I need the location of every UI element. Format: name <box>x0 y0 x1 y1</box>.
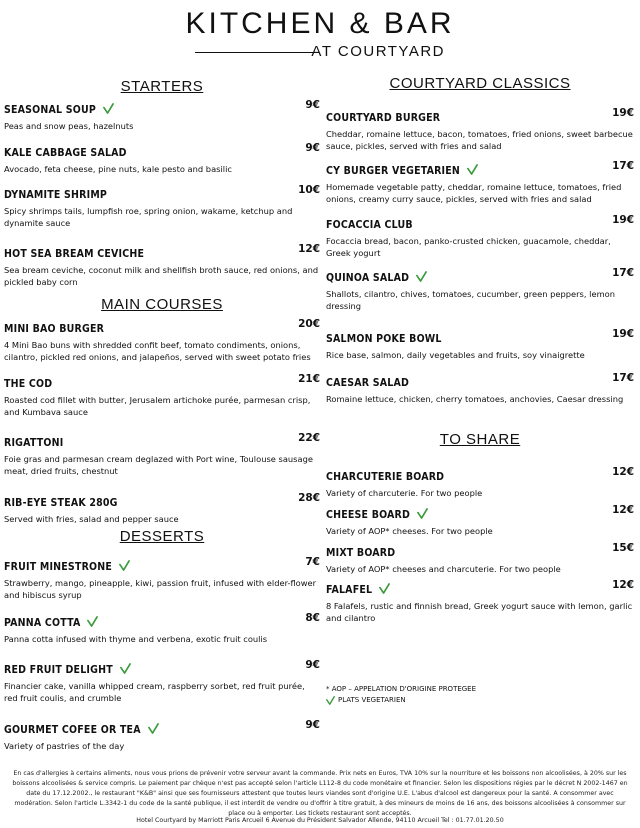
menu-item-price: 12€ <box>612 466 634 478</box>
menu-item <box>326 106 634 152</box>
menu-header <box>0 6 640 62</box>
menu-item-description: Variety of AOP* cheeses and charcuterie. For two people <box>326 564 561 574</box>
allergy-disclaimer: En cas d'allergies à certains aliments, nous vous prions de prévenir votre serveur avant la commande. Prix nets en Euros, TVA 10% sur la nourriture et les boissons non alcoolisées, à 20% sur les boissons alcoolisées & service compris. Le paiement par chèque n'est pas accepté selon l'article L112-8 du code monétaire et financier. Selon les dispositions régies par le décret N 2002-1467 en date du 17.12.2002., le restaurant "K&B" ainsi que ses fournisseurs attestent que toutes leurs viandes sont d'origine U.E. L'abus d'alcool est dangereux pour la santé. A consommer avec modération. Selon l'article L.3342-1 du code de la santé publique, il est interdit de vendre ou d'offrir à titre gratuit, à des mineurs de moins de 16 ans, des boissons alcoolisées à consommer sur place ou à emporter. Les tickets restaurant sont acceptés. <box>12 770 628 817</box>
menu-item <box>4 242 320 288</box>
menu-item-name: DYNAMITE SHRIMP <box>4 189 108 201</box>
menu-item-name: GOURMET COFEE OR TEA <box>4 724 141 736</box>
menu-item <box>326 266 634 312</box>
menu-item-description: Strawberry, mango, pineapple, kiwi, passion fruit, infused with elder-flower and hibiscus syrup <box>4 578 317 600</box>
menu-item <box>4 372 320 418</box>
legend-veg-text: PLATS VEGETARIEN <box>338 696 406 704</box>
menu-item <box>326 578 634 624</box>
menu-item-description: Financier cake, vanilla whipped cream, raspberry sorbet, red fruit purée, red fruit coulis, and crumble <box>4 681 305 703</box>
menu-item-price: 22€ <box>298 432 320 444</box>
menu-item-name: RIB-EYE STEAK 280G <box>4 497 118 509</box>
menu-item-price: 19€ <box>612 107 634 119</box>
vegetarian-leaf-icon <box>467 164 478 175</box>
menu-item <box>4 98 320 132</box>
menu-item <box>4 491 320 525</box>
menu-item-price: 28€ <box>298 492 320 504</box>
section-title-starters: STARTERS <box>120 78 204 95</box>
vegetarian-leaf-icon <box>119 560 130 571</box>
vegetarian-leaf-icon <box>148 723 159 734</box>
menu-item-description: Variety of AOP* cheeses. For two people <box>326 526 493 536</box>
menu-item-price: 17€ <box>612 160 634 172</box>
menu-item-price: 21€ <box>298 373 320 385</box>
section-title-courtyard-classics: COURTYARD CLASSICS <box>389 75 571 92</box>
vegetarian-leaf-icon <box>416 271 427 282</box>
menu-item-name: RED FRUIT DELIGHT <box>4 664 113 676</box>
menu-item-description: Avocado, feta cheese, pine nuts, kale pesto and basilic <box>4 164 232 174</box>
menu-item-description: Focaccia bread, bacon, panko-crusted chicken, guacamole, cheddar, Greek yogurt <box>326 236 611 258</box>
legend-aop <box>326 684 476 695</box>
legend-veg <box>326 695 476 706</box>
menu-item <box>326 371 634 405</box>
menu-item-price: 19€ <box>612 328 634 340</box>
menu-item-name: HOT SEA BREAM CEVICHE <box>4 248 145 260</box>
menu-item <box>4 555 320 601</box>
menu-item-name: COURTYARD BURGER <box>326 112 441 124</box>
menu-item <box>4 658 320 704</box>
menu-item <box>4 611 320 645</box>
vegetarian-leaf-icon <box>87 616 98 627</box>
menu-item-name: MINI BAO BURGER <box>4 323 105 335</box>
menu-item-price: 19€ <box>612 214 634 226</box>
vegetarian-leaf-icon <box>417 508 428 519</box>
menu-item-description: Roasted cod fillet with butter, Jerusalem artichoke purée, parmesan crisp, and Kumbava sauce <box>4 395 311 417</box>
menu-item-name: SALMON POKE BOWL <box>326 333 442 345</box>
vegetarian-leaf-icon <box>379 583 390 594</box>
vegetarian-leaf-icon <box>103 103 114 114</box>
menu-item-name: RIGATTONI <box>4 437 64 449</box>
menu-item-description: Foie gras and parmesan cream deglazed with Port wine, Toulouse sausage meat, dried fruits, chestnut <box>4 454 313 476</box>
menu-item-description: Panna cotta infused with thyme and verbena, exotic fruit coulis <box>4 634 268 644</box>
menu-item-price: 12€ <box>612 579 634 591</box>
menu-item-name: THE COD <box>4 378 53 390</box>
menu-item-description: Romaine lettuce, chicken, cherry tomatoes, anchovies, Caesar dressing <box>326 394 624 404</box>
menu-item <box>326 159 634 205</box>
menu-item-price: 17€ <box>612 267 634 279</box>
menu-item-name: CHARCUTERIE BOARD <box>326 471 445 483</box>
menu-item-price: 9€ <box>305 142 320 154</box>
menu-item-description: Served with fries, salad and pepper sauce <box>4 514 179 524</box>
subtitle-rule <box>195 52 315 53</box>
menu-item-name: CY BURGER VEGETARIEN <box>326 165 461 177</box>
restaurant-subtitle: AT COURTYARD <box>311 43 445 60</box>
menu-item-name: FOCACCIA CLUB <box>326 219 413 231</box>
vegetarian-leaf-icon <box>326 696 335 705</box>
section-title-main-courses: MAIN COURSES <box>101 296 223 313</box>
menu-item-description: 8 Falafels, rustic and finnish bread, Greek yogurt sauce with lemon, garlic and cilantro <box>326 601 633 623</box>
menu-item <box>326 327 634 361</box>
hotel-address: Hotel Courtyard by Marriott Paris Arcueil 6 Avenue du Président Salvador Allende, 94110 Arcueil Tel : 01.77.01.20.50 <box>136 817 504 824</box>
menu-item-name: FRUIT MINESTRONE <box>4 561 113 573</box>
menu-item-description: Spicy shrimps tails, lumpfish roe, spring onion, wakame, ketchup and dynamite sauce <box>4 206 293 228</box>
menu-item-description: Sea bream ceviche, coconut milk and shellfish broth sauce, red onions, and pickled baby corn <box>4 265 319 287</box>
menu-item-name: FALAFEL <box>326 584 373 596</box>
menu-item-name: PANNA COTTA <box>4 617 81 629</box>
menu-item-name: CAESAR SALAD <box>326 377 410 389</box>
menu-item-description: Rice base, salmon, daily vegetables and fruits, soy vinaigrette <box>326 350 585 360</box>
menu-item <box>326 213 634 259</box>
menu-item-price: 17€ <box>612 372 634 384</box>
section-title-to-share: TO SHARE <box>439 431 521 448</box>
menu-item <box>326 503 634 537</box>
menu-item-name: QUINOA SALAD <box>326 272 410 284</box>
menu-item-price: 20€ <box>298 318 320 330</box>
menu-item-description: Shallots, cilantro, chives, tomatoes, cucumber, green peppers, lemon dressing <box>326 289 615 311</box>
menu-item-description: Cheddar, romaine lettuce, bacon, tomatoes, fried onions, sweet barbecue sauce, pickles, served with fries and salad <box>326 129 633 151</box>
menu-item-price: 12€ <box>298 243 320 255</box>
menu-item-price: 15€ <box>612 542 634 554</box>
menu-item-name: MIXT BOARD <box>326 547 396 559</box>
menu-item-name: SEASONAL SOUP <box>4 104 96 116</box>
menu-item-description: Peas and snow peas, hazelnuts <box>4 121 134 131</box>
menu-item-price: 9€ <box>305 99 320 111</box>
section-title-desserts: DESSERTS <box>119 528 205 545</box>
menu-item <box>326 465 634 499</box>
legend-aop-text: * AOP – APPELATION D'ORIGINE PROTEGEE <box>326 685 477 693</box>
menu-item-price: 8€ <box>305 612 320 624</box>
menu-item-description: Homemade vegetable patty, cheddar, romaine lettuce, tomatoes, fried onions, creamy curry sauce, pickles, served with fries and salad <box>326 182 622 204</box>
menu-item <box>4 183 320 229</box>
menu-item-description: Variety of pastries of the day <box>4 741 125 751</box>
menu-item-description: 4 Mini Bao buns with shredded confit beef, tomato condiments, onions, cilantro, pickled red onions, and jalapeños, served with sweet potato fries <box>4 340 311 362</box>
menu-item-price: 10€ <box>298 184 320 196</box>
restaurant-title: KITCHEN & BAR <box>185 7 455 40</box>
menu-item <box>4 317 320 363</box>
vegetarian-leaf-icon <box>120 663 131 674</box>
menu-item <box>4 141 320 175</box>
subtitle-row <box>195 42 445 62</box>
menu-item-name: KALE CABBAGE SALAD <box>4 147 127 159</box>
menu-item <box>4 431 320 477</box>
menu-item-price: 9€ <box>305 719 320 731</box>
menu-item-price: 7€ <box>305 556 320 568</box>
menu-item-name: CHEESE BOARD <box>326 509 411 521</box>
legend <box>326 684 476 706</box>
menu-item-price: 9€ <box>305 659 320 671</box>
menu-item-description: Variety of charcuterie. For two people <box>326 488 483 498</box>
menu-item <box>4 718 320 752</box>
menu-item <box>326 541 634 575</box>
menu-item-price: 12€ <box>612 504 634 516</box>
